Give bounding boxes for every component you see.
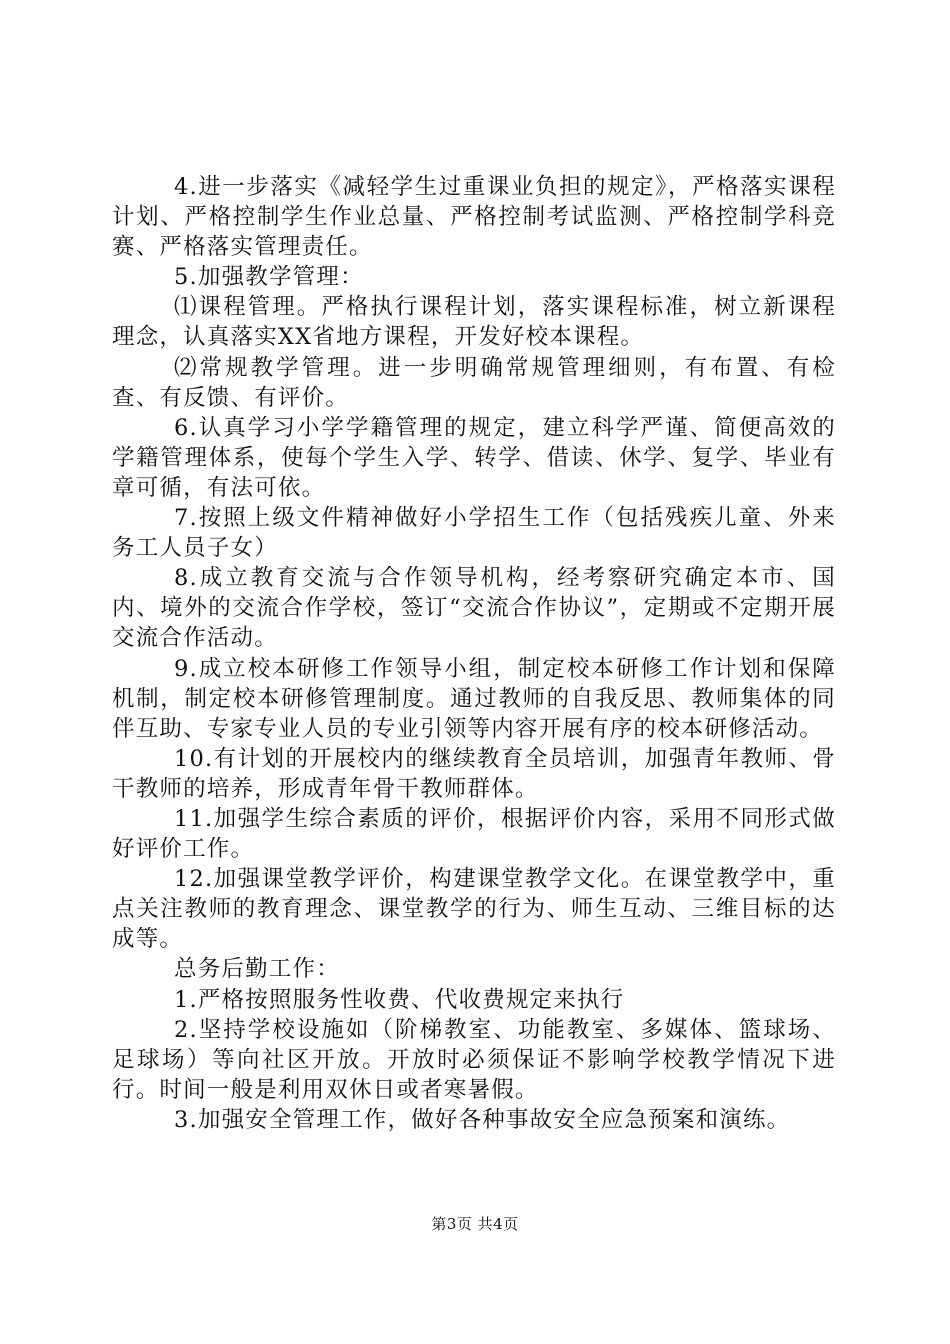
paragraph-item-11: 11.加强学生综合素质的评价，根据评价内容，采用不同形式做好评价工作。	[112, 805, 836, 863]
paragraph-item-7: 7.按照上级文件精神做好小学招生工作（包括残疾儿童、外来务工人员子女）	[112, 505, 836, 562]
document-body	[112, 172, 836, 1135]
page-footer: 第3页 共4页	[431, 1215, 519, 1233]
paragraph-logistics-3: 3.加强安全管理工作，做好各种事故安全应急预案和演练。	[174, 1106, 791, 1133]
paragraph-sub-1: ⑴课程管理。严格执行课程计划，落实课程标准，树立新课程理念，认真落实XX省地方课程，开发好校本课程。	[112, 294, 836, 351]
paragraph-logistics-2: 2.坚持学校设施如（阶梯教室、功能教室、多媒体、篮球场、足球场）等向社区开放。开放时必须保证不影响学校教学情况下进行。时间一般是利用双休日或者寒暑假。	[112, 1016, 836, 1103]
section-heading-logistics: 总务后勤工作：	[174, 956, 340, 983]
paragraph-logistics-1: 1.严格按照服务性收费、代收费规定来执行	[174, 986, 625, 1013]
paragraph-item-12: 12.加强课堂教学评价，构建课堂教学文化。在课堂教学中，重点关注教师的教育理念、课堂教学的行为、师生互动、三维目标的达成等。	[112, 866, 836, 953]
paragraph-item-6: 6.认真学习小学学籍管理的规定，建立科学严谨、简便高效的学籍管理体系，使每个学生入学、转学、借读、休学、复学、毕业有章可循，有法可依。	[112, 414, 836, 501]
paragraph-item-10: 10.有计划的开展校内的继续教育全员培训，加强青年教师、骨干教师的培养，形成青年骨干教师群体。	[112, 745, 836, 802]
paragraph-item-4: 4.进一步落实《减轻学生过重课业负担的规定》，严格落实课程计划、严格控制学生作业总量、严格控制考试监测、严格控制学科竞赛、严格落实管理责任。	[112, 174, 836, 261]
paragraph-sub-2: ⑵常规教学管理。进一步明确常规管理细则，有布置、有检查、有反馈、有评价。	[112, 354, 836, 411]
paragraph-item-8: 8.成立教育交流与合作领导机构，经考察研究确定本市、国内、境外的交流合作学校，签订“交流合作协议”，定期或不定期开展交流合作活动。	[112, 565, 836, 652]
paragraph-item-5: 5.加强教学管理：	[174, 264, 364, 291]
paragraph-item-9: 9.成立校本研修工作领导小组，制定校本研修工作计划和保障机制，制定校本研修管理制度。通过教师的自我反思、教师集体的同伴互助、专家专业人员的专业引领等内容开展有序的校本研修活动。	[112, 655, 836, 742]
